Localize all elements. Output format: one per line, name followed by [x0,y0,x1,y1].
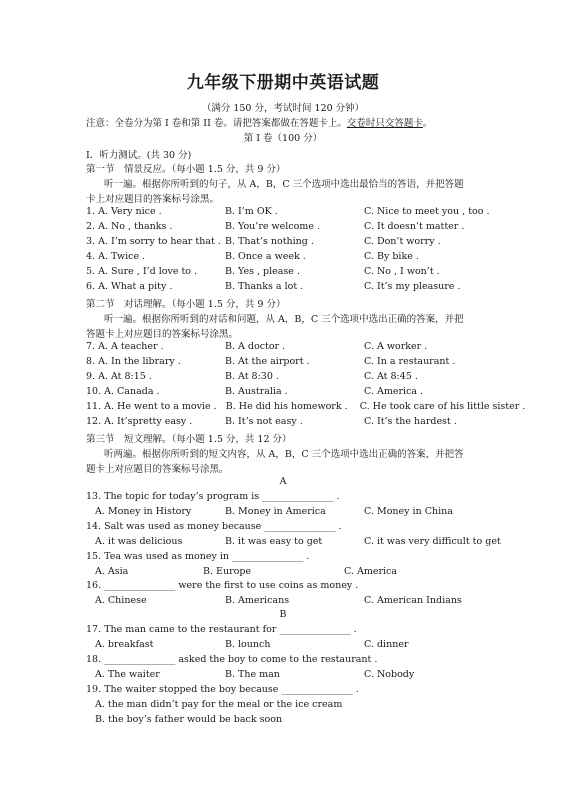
option-b: B. Yes , please . [225,266,300,277]
question-text: 17. The man came to the restaurant for _______________ . [86,624,357,635]
volume-heading: 第 I 卷（100 分） [243,133,323,144]
question-text: 19. The waiter stopped the boy because _______________ . [86,684,359,695]
option-b: B. That’s nothing . [225,236,314,247]
option-c: C. American Indians [364,595,462,606]
part3-instruction: 听两遍。根据你所听到的短文内容，从 A，B，C 三个选项中选出正确的答案，并把答 [104,449,464,460]
part1-instruction-cont: 卡上对应题目的答案标号涂黑。 [86,194,220,205]
option-c: C. America [344,566,398,577]
option-b: B. Money in America [225,506,326,517]
option-b: B. You’re welcome . [225,221,321,232]
option-a: A. Money in History [95,506,192,517]
option-c: C. A worker . [364,341,428,352]
question-row: 11. A. He went to a movie . B. He did his homework . C. He took care of his little sister . [86,401,526,412]
passage-label: A [279,476,287,487]
option-c: C. No , I won’t . [364,266,440,277]
option-a: A. The waiter [95,669,160,680]
option-c: C. At 8:45 . [364,371,418,382]
question-text: 18. _______________ asked the boy to come to the restaurant . [86,654,378,665]
page-title: 九年级下册期中英语试题 [186,73,380,93]
option-a: A. Asia [95,566,129,577]
exam-note [86,115,432,129]
option-c: C. America . [364,386,424,397]
option-a: 10. A. Canada . [86,386,160,397]
option-c: C. Don’t worry . [364,236,441,247]
question-text: 15. Tea was used as money in _______________ . [86,551,310,562]
note-underlined: 交卷时只交答题卡 [346,118,423,129]
note-suffix: 。 [422,118,433,129]
option-c: C. Money in China [364,506,453,517]
part2-instruction-cont: 答题卡上对应题目的答案标号涂黑。 [86,329,239,340]
option-c: C. dinner [364,639,409,650]
question-text: 13. The topic for today’s program is _______________ . [86,491,340,502]
option-b: B. Thanks a lot . [225,281,304,292]
option-a: 2. A. No , thanks . [86,221,173,232]
option-a: A. Chinese [95,595,147,606]
option-a: 3. A. I’m sorry to hear that . [86,236,221,247]
option-a: 8. A. In the library . [86,356,181,367]
option-c: C. It doesn’t matter . [364,221,465,232]
option-b: B. It’s not easy . [225,416,303,427]
option-b: B. At 8:30 . [225,371,279,382]
part3-instruction-cont: 题卡上对应题目的答案标号涂黑。 [86,464,229,475]
option-b: B. Australia . [225,386,288,397]
exam-subtitle: （满分 150 分，考试时间 120 分钟） [201,103,365,114]
option-c: C. It’s the hardest . [364,416,457,427]
part1-heading: 第一节 情景反应。（每小题 1.5 分，共 9 分） [86,164,286,175]
option-b: B. the boy’s father would be back soon [95,714,283,725]
option-b: B. Americans [225,595,290,606]
option-b: B. I’m OK . [225,206,278,217]
option-c: C. it was very difficult to get [364,536,501,547]
option-a: 9. A. At 8:15 . [86,371,152,382]
option-b: B. lounch [225,639,271,650]
option-a: 4. A. Twice . [86,251,146,262]
option-b: B. At the airport . [225,356,310,367]
option-b: B. The man [225,669,280,680]
note-text: 注意：全卷分为第 I 卷和第 II 卷。请把答案都做在答题卡上。 [86,118,347,129]
option-c: C. By bike . [364,251,419,262]
option-c: C. In a restaurant . [364,356,456,367]
question-text: 14. Salt was used as money because _______________ . [86,521,342,532]
option-b: B. Once a week . [225,251,306,262]
option-a: 6. A. What a pity . [86,281,173,292]
section-heading: I．听力测试。(共 30 分) [86,150,192,161]
option-a: 12. A. It’spretty easy . [86,416,193,427]
option-c: C. Nobody [364,669,415,680]
question-text: 16. _______________ were the first to use coins as money . [86,580,359,591]
part1-instruction: 听一遍。根据你所听到的句子，从 A，B，C 三个选项中选出最恰当的答语，并把答题 [104,179,464,190]
option-b: B. it was easy to get [225,536,323,547]
option-a: 7. A. A teacher . [86,341,164,352]
option-a: A. it was delicious [95,536,183,547]
part2-instruction: 听一遍。根据你所听到的对话和问题，从 A，B，C 三个选项中选出正确的答案，并把 [104,314,464,325]
option-a: 1. A. Very nice . [86,206,162,217]
option-a: A. the man didn’t pay for the meal or the ice cream [95,699,343,710]
option-b: B. Europe [203,566,252,577]
option-c: C. It’s my pleasure . [364,281,461,292]
option-a: A. breakfast [95,639,154,650]
option-a: 5. A. Sure , I’d love to . [86,266,198,277]
option-b: B. A doctor . [225,341,286,352]
passage-label: B [279,609,287,620]
part2-heading: 第二节 对话理解。（每小题 1.5 分，共 9 分） [86,299,286,310]
option-c: C. Nice to meet you , too . [364,206,490,217]
part3-heading: 第三节 短文理解。（每小题 1.5 分，共 12 分） [86,434,292,445]
